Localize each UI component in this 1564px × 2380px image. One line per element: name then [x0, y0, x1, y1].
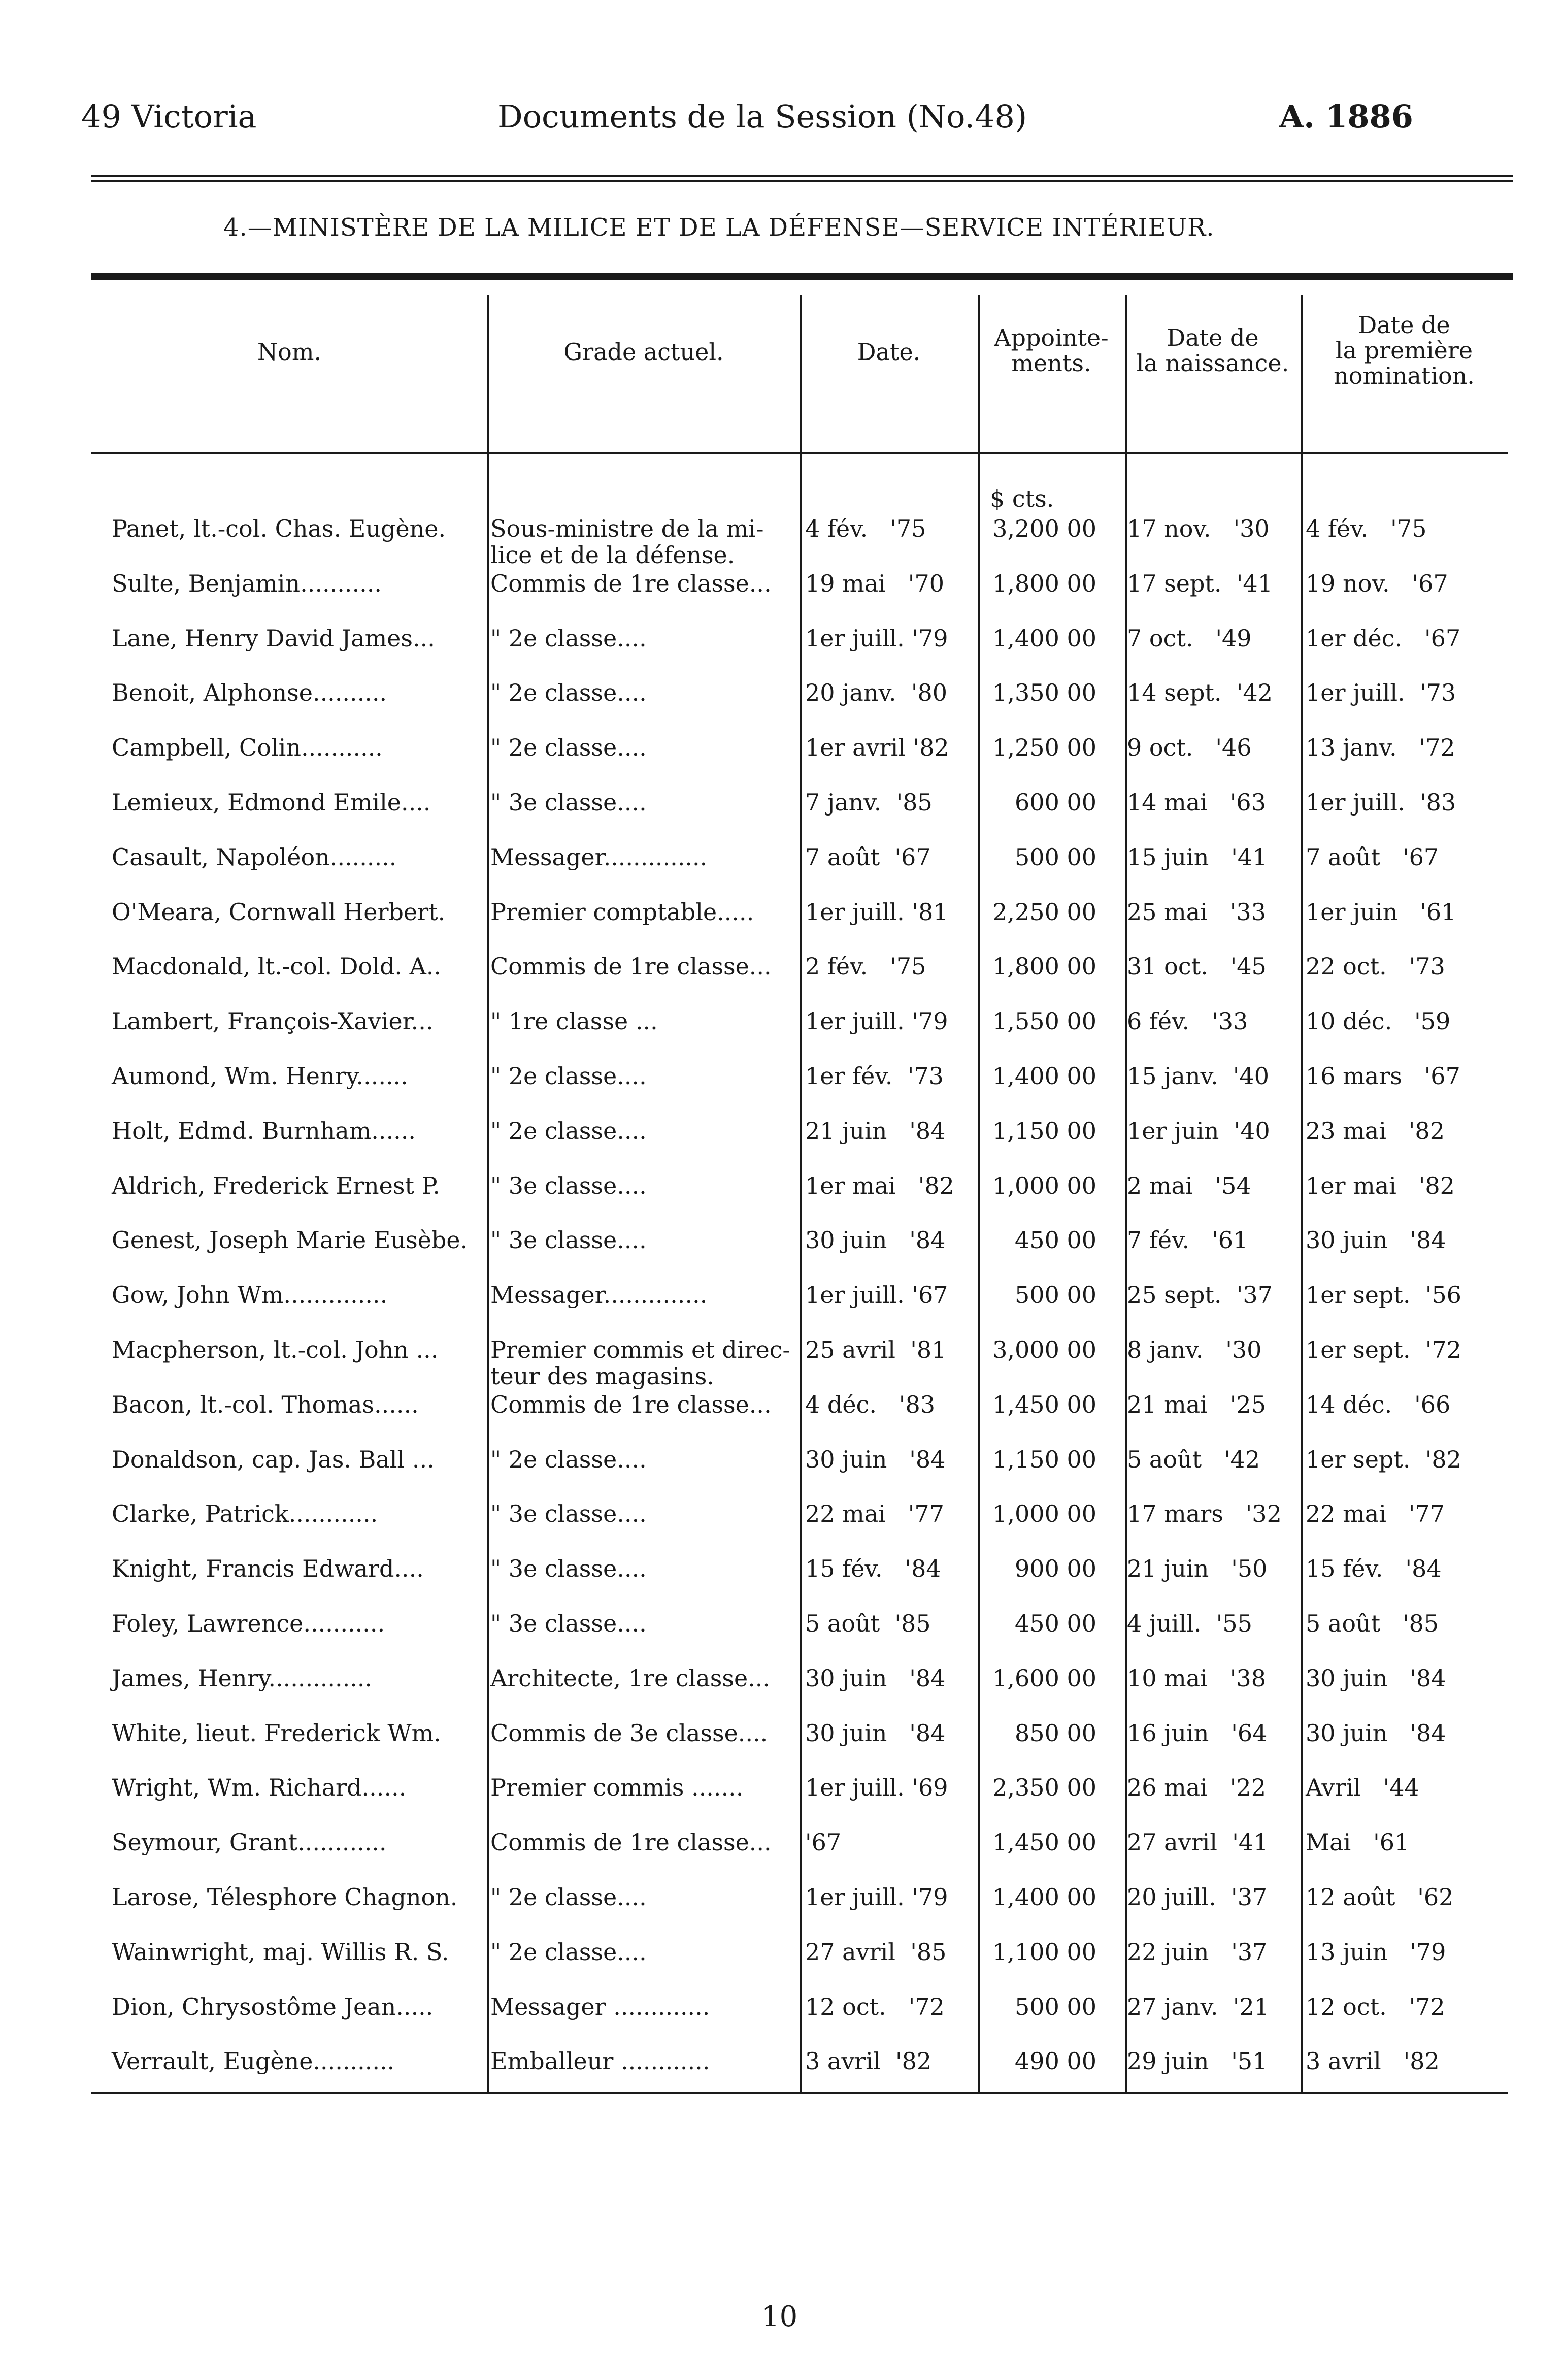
cell-first-appointment: 16 mars '67: [1306, 1062, 1460, 1090]
cell-first-appointment: 23 mai '82: [1306, 1117, 1445, 1145]
cell-pay: 2,350 00: [992, 1774, 1096, 1802]
cell-date: 12 oct. '72: [805, 1993, 945, 2020]
cell-name: Holt, Edmd. Burnham......: [112, 1117, 416, 1145]
cell-pay: 450 00: [1015, 1610, 1096, 1637]
cell-date: 27 avril '85: [805, 1938, 947, 1966]
cell-birth: 8 janv. '30: [1127, 1336, 1262, 1363]
cell-pay: 3,200 00: [992, 515, 1096, 542]
cell-first-appointment: 14 déc. '66: [1306, 1390, 1451, 1418]
header-rule: [91, 452, 1508, 454]
cell-name: James, Henry..............: [112, 1664, 373, 1692]
cell-date: 1er juill. '81: [805, 898, 948, 926]
header-rule-top: [91, 175, 1513, 177]
cell-pay: 500 00: [1015, 1281, 1096, 1309]
cell-grade: " 2e classe....: [490, 624, 647, 652]
cell-birth: 15 juin '41: [1127, 843, 1268, 871]
cell-date: 1er mai '82: [805, 1171, 954, 1199]
cell-name: Aumond, Wm. Henry.......: [112, 1062, 408, 1090]
cell-pay: 850 00: [1015, 1719, 1096, 1747]
cell-date: 1er juill. '79: [805, 1007, 948, 1035]
cell-grade: Messager..............: [490, 1281, 708, 1309]
cell-first-appointment: 3 avril '82: [1306, 2047, 1440, 2075]
cell-grade: Commis de 3e classe....: [490, 1719, 768, 1747]
cell-grade: Architecte, 1re classe...: [490, 1664, 771, 1692]
cell-birth: 21 mai '25: [1127, 1390, 1266, 1418]
cell-first-appointment: 1er juill. '73: [1306, 679, 1456, 707]
cell-name: Lemieux, Edmond Emile....: [112, 789, 431, 816]
cell-birth: 25 mai '33: [1127, 898, 1266, 926]
cell-first-appointment: 19 nov. '67: [1306, 569, 1448, 597]
cell-name: Clarke, Patrick............: [112, 1500, 378, 1528]
cell-name: Gow, John Wm..............: [112, 1281, 388, 1309]
cell-grade: Emballeur ............: [490, 2047, 710, 2075]
cell-first-appointment: 30 juin '84: [1306, 1719, 1446, 1747]
cell-birth: 14 mai '63: [1127, 789, 1266, 816]
cell-date: '67: [805, 1829, 842, 1856]
cell-pay: 3,000 00: [992, 1336, 1096, 1363]
cell-pay: 600 00: [1015, 789, 1096, 816]
cell-first-appointment: 1er sept. '72: [1306, 1336, 1461, 1363]
cell-birth: 17 sept. '41: [1127, 569, 1273, 597]
cell-date: 5 août '85: [805, 1610, 931, 1637]
cell-name: O'Meara, Cornwall Herbert.: [112, 898, 446, 926]
cell-name: Wright, Wm. Richard......: [112, 1774, 407, 1802]
cell-date: 4 fév. '75: [805, 515, 926, 542]
cell-date: 1er juill. '67: [805, 1281, 948, 1309]
header-grade: Grade actuel.: [563, 338, 724, 366]
cell-birth: 7 fév. '61: [1127, 1226, 1248, 1254]
header-rule-bottom: [91, 180, 1513, 182]
cell-name: Panet, lt.-col. Chas. Eugène.: [112, 515, 446, 542]
cell-name: Bacon, lt.-col. Thomas......: [112, 1390, 419, 1418]
title-rule: [91, 273, 1513, 280]
cell-name: Knight, Francis Edward....: [112, 1555, 424, 1583]
column-divider: [1301, 295, 1303, 2092]
cell-date: 19 mai '70: [805, 569, 944, 597]
cell-pay: 1,400 00: [992, 624, 1096, 652]
cell-first-appointment: 30 juin '84: [1306, 1664, 1446, 1692]
header-pay: Appointe- ments.: [994, 324, 1109, 377]
cell-first-appointment: 12 août '62: [1306, 1883, 1454, 1911]
cell-first-appointment: 1er juin '61: [1306, 898, 1456, 926]
cell-name: Macdonald, lt.-col. Dold. A..: [112, 953, 442, 981]
table-bottom-rule: [91, 2092, 1508, 2094]
cell-name: Donaldson, cap. Jas. Ball ...: [112, 1445, 435, 1473]
cell-birth: 2 mai '54: [1127, 1171, 1251, 1199]
cell-pay: 450 00: [1015, 1226, 1096, 1254]
cell-first-appointment: 1er sept. '56: [1306, 1281, 1461, 1309]
staff-table: [91, 284, 1508, 2123]
header-center: Documents de la Session (No.48): [497, 98, 1027, 135]
cell-birth: 21 juin '50: [1127, 1555, 1268, 1583]
cell-name: Benoit, Alphonse..........: [112, 679, 387, 707]
cell-date: 15 fév. '84: [805, 1555, 941, 1583]
cell-birth: 20 juill. '37: [1127, 1883, 1268, 1911]
cell-date: 1er juill. '79: [805, 624, 948, 652]
cell-date: 25 avril '81: [805, 1336, 947, 1363]
cell-date: 7 août '67: [805, 843, 931, 871]
cell-first-appointment: 10 déc. '59: [1306, 1007, 1451, 1035]
cell-date: 7 janv. '85: [805, 789, 933, 816]
cell-name: Dion, Chrysostôme Jean.....: [112, 1993, 434, 2020]
cell-birth: 1er juin '40: [1127, 1117, 1270, 1145]
cell-pay: 500 00: [1015, 843, 1096, 871]
cell-date: 1er juill. '79: [805, 1883, 948, 1911]
cell-date: 1er fév. '73: [805, 1062, 944, 1090]
cell-first-appointment: 4 fév. '75: [1306, 515, 1427, 542]
cell-birth: 4 juill. '55: [1127, 1610, 1252, 1637]
header-name: Nom.: [257, 338, 322, 366]
cell-first-appointment: 7 août '67: [1306, 843, 1439, 871]
page-number: 10: [761, 2300, 798, 2333]
cell-date: 30 juin '84: [805, 1664, 946, 1692]
cell-grade: " 2e classe....: [490, 1938, 647, 1966]
header-date: Date.: [857, 338, 921, 366]
cell-grade: " 1re classe ...: [490, 1007, 658, 1035]
cell-name: Verrault, Eugène...........: [112, 2047, 395, 2075]
cell-first-appointment: 13 juin '79: [1306, 1938, 1446, 1966]
cell-date: 30 juin '84: [805, 1226, 946, 1254]
cell-pay: 1,150 00: [992, 1117, 1096, 1145]
cell-first-appointment: Mai '61: [1306, 1829, 1410, 1856]
cell-pay: 1,800 00: [992, 953, 1096, 981]
cell-name: Casault, Napoléon.........: [112, 843, 397, 871]
cell-date: 4 déc. '83: [805, 1390, 935, 1418]
cell-grade: " 2e classe....: [490, 1062, 647, 1090]
cell-grade: " 2e classe....: [490, 734, 647, 762]
cell-first-appointment: 1er déc. '67: [1306, 624, 1461, 652]
cell-birth: 10 mai '38: [1127, 1664, 1266, 1692]
cell-first-appointment: 13 janv. '72: [1306, 734, 1455, 762]
cell-birth: 29 juin '51: [1127, 2047, 1268, 2075]
header-birth: Date de la naissance.: [1136, 324, 1289, 377]
column-divider: [487, 295, 489, 2092]
cell-birth: 17 nov. '30: [1127, 515, 1270, 542]
page-header: [81, 86, 1503, 147]
cell-name: Seymour, Grant............: [112, 1829, 387, 1856]
cell-name: Wainwright, maj. Willis R. S.: [112, 1938, 449, 1966]
column-divider: [800, 295, 802, 2092]
cell-grade: Commis de 1re classe...: [490, 1829, 772, 1856]
cell-name: Foley, Lawrence...........: [112, 1610, 385, 1637]
cell-pay: 1,000 00: [992, 1171, 1096, 1199]
cell-first-appointment: 1er juill. '83: [1306, 789, 1456, 816]
cell-first-appointment: 5 août '85: [1306, 1610, 1439, 1637]
cell-birth: 9 oct. '46: [1127, 734, 1252, 762]
cell-date: 2 fév. '75: [805, 953, 926, 981]
cell-first-appointment: 30 juin '84: [1306, 1226, 1446, 1254]
cell-name: Lane, Henry David James...: [112, 624, 435, 652]
cell-birth: 16 juin '64: [1127, 1719, 1268, 1747]
cell-name: Macpherson, lt.-col. John ...: [112, 1336, 439, 1363]
cell-grade: " 2e classe....: [490, 1445, 647, 1473]
cell-grade: Premier commis et direc- teur des magasins.: [490, 1336, 790, 1390]
cell-date: 21 juin '84: [805, 1117, 946, 1145]
cell-grade: " 3e classe....: [490, 1171, 647, 1199]
cell-date: 30 juin '84: [805, 1445, 946, 1473]
cell-date: 1er avril '82: [805, 734, 949, 762]
cell-first-appointment: 15 fév. '84: [1306, 1555, 1442, 1583]
cell-grade: Messager..............: [490, 843, 708, 871]
cell-grade: " 2e classe....: [490, 1117, 647, 1145]
cell-pay: 1,450 00: [992, 1829, 1096, 1856]
cell-grade: Premier comptable.....: [490, 898, 754, 926]
cell-pay: 500 00: [1015, 1993, 1096, 2020]
cell-first-appointment: 22 oct. '73: [1306, 953, 1445, 981]
cell-name: Aldrich, Frederick Ernest P.: [112, 1171, 440, 1199]
cell-name: White, lieut. Frederick Wm.: [112, 1719, 441, 1747]
cell-grade: " 3e classe....: [490, 789, 647, 816]
cell-pay: 1,400 00: [992, 1062, 1096, 1090]
cell-grade: " 2e classe....: [490, 679, 647, 707]
cell-date: 22 mai '77: [805, 1500, 944, 1528]
header-right: A. 1886: [1279, 98, 1413, 135]
cell-birth: 25 sept. '37: [1127, 1281, 1273, 1309]
cell-first-appointment: Avril '44: [1306, 1774, 1419, 1802]
cell-pay: 1,150 00: [992, 1445, 1096, 1473]
cell-name: Larose, Télesphore Chagnon.: [112, 1883, 458, 1911]
cell-date: 3 avril '82: [805, 2047, 932, 2075]
currency-units: $ cts.: [990, 485, 1054, 512]
cell-name: Genest, Joseph Marie Eusèbe.: [112, 1226, 468, 1254]
cell-first-appointment: 12 oct. '72: [1306, 1993, 1445, 2020]
cell-grade: Sous-ministre de la mi- lice et de la défense.: [490, 515, 764, 569]
cell-grade: Messager .............: [490, 1993, 710, 2020]
cell-pay: 1,550 00: [992, 1007, 1096, 1035]
cell-grade: " 2e classe....: [490, 1883, 647, 1911]
header-first-appointment: Date de la première nomination.: [1334, 311, 1475, 389]
cell-pay: 1,400 00: [992, 1883, 1096, 1911]
cell-birth: 27 janv. '21: [1127, 1993, 1270, 2020]
cell-birth: 5 août '42: [1127, 1445, 1260, 1473]
cell-pay: 1,800 00: [992, 569, 1096, 597]
cell-pay: 1,450 00: [992, 1390, 1096, 1418]
cell-pay: 1,250 00: [992, 734, 1096, 762]
cell-date: 30 juin '84: [805, 1719, 946, 1747]
cell-name: Campbell, Colin...........: [112, 734, 383, 762]
cell-grade: " 3e classe....: [490, 1555, 647, 1583]
cell-birth: 31 oct. '45: [1127, 953, 1267, 981]
cell-birth: 6 fév. '33: [1127, 1007, 1248, 1035]
cell-birth: 14 sept. '42: [1127, 679, 1273, 707]
cell-first-appointment: 1er mai '82: [1306, 1171, 1455, 1199]
cell-grade: Commis de 1re classe...: [490, 569, 772, 597]
cell-pay: 2,250 00: [992, 898, 1096, 926]
cell-pay: 1,350 00: [992, 679, 1096, 707]
cell-date: 1er juill. '69: [805, 1774, 948, 1802]
cell-name: Sulte, Benjamin...........: [112, 569, 382, 597]
section-title: 4.—MINISTÈRE DE LA MILICE ET DE LA DÉFENSE—SERVICE INTÉRIEUR.: [223, 213, 1215, 242]
cell-birth: 7 oct. '49: [1127, 624, 1252, 652]
cell-pay: 490 00: [1015, 2047, 1096, 2075]
cell-pay: 900 00: [1015, 1555, 1096, 1583]
cell-pay: 1,100 00: [992, 1938, 1096, 1966]
cell-first-appointment: 1er sept. '82: [1306, 1445, 1461, 1473]
cell-grade: " 3e classe....: [490, 1500, 647, 1528]
cell-name: Lambert, François-Xavier...: [112, 1007, 434, 1035]
header-left: 49 Victoria: [81, 98, 257, 135]
cell-grade: " 3e classe....: [490, 1226, 647, 1254]
cell-first-appointment: 22 mai '77: [1306, 1500, 1445, 1528]
cell-birth: 26 mai '22: [1127, 1774, 1266, 1802]
cell-birth: 15 janv. '40: [1127, 1062, 1270, 1090]
cell-birth: 22 juin '37: [1127, 1938, 1268, 1966]
cell-birth: 17 mars '32: [1127, 1500, 1282, 1528]
cell-grade: Premier commis .......: [490, 1774, 744, 1802]
cell-pay: 1,000 00: [992, 1500, 1096, 1528]
cell-grade: Commis de 1re classe...: [490, 1390, 772, 1418]
cell-grade: " 3e classe....: [490, 1610, 647, 1637]
cell-grade: Commis de 1re classe...: [490, 953, 772, 981]
cell-birth: 27 avril '41: [1127, 1829, 1269, 1856]
cell-date: 20 janv. '80: [805, 679, 948, 707]
cell-pay: 1,600 00: [992, 1664, 1096, 1692]
